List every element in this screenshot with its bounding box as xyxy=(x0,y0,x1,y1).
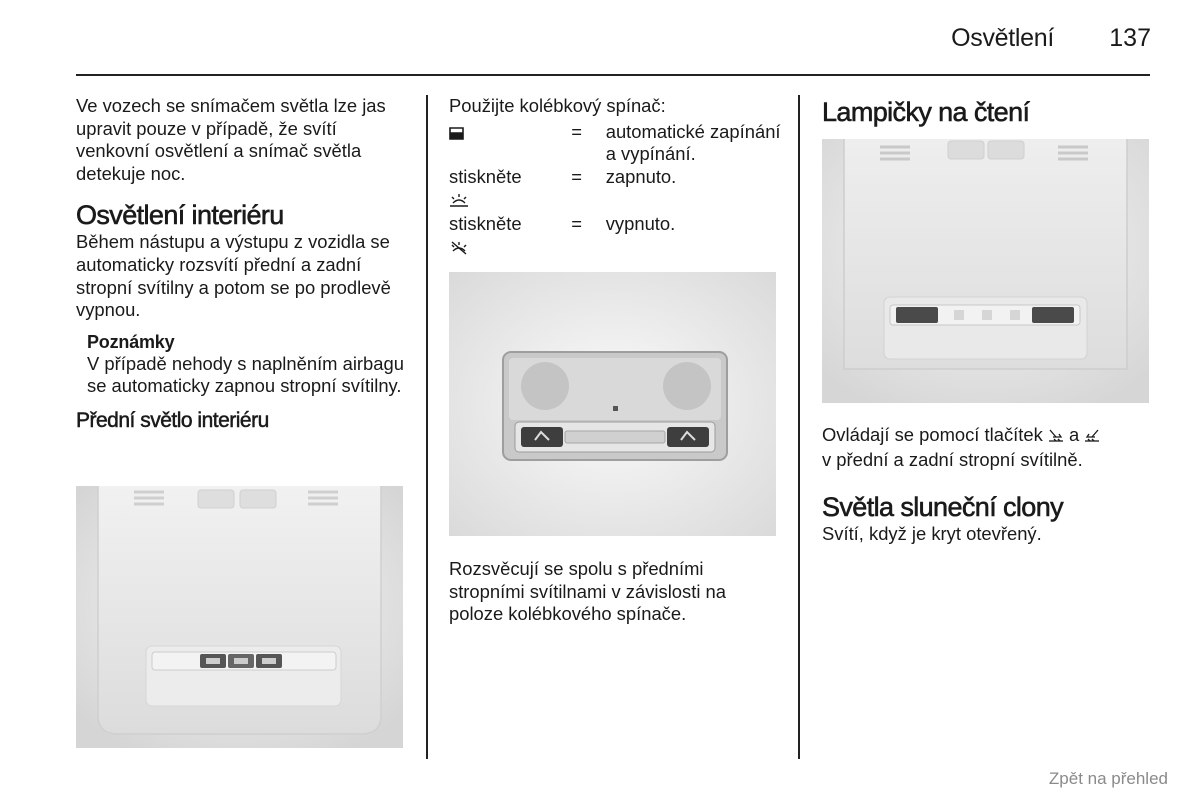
rear-ceiling-light-photo xyxy=(449,272,776,536)
rocker-row-on xyxy=(449,166,784,213)
row-value: zapnuto. xyxy=(605,165,677,187)
rocker-switch-intro: Použijte kolébkový spínač: xyxy=(449,95,666,116)
note-paragraph: V případě nehody s naplněním airbagu se automaticky zapnou stropní svítilny. xyxy=(87,352,404,397)
reading-lamps-paragraph: Ovládají se pomocí tlačítek a v přední a zadní stropní svítilně. xyxy=(822,424,1152,471)
rocker-row-off xyxy=(449,213,784,260)
note-heading: Poznámky xyxy=(87,331,175,352)
column-3 xyxy=(822,95,1152,128)
interior-paragraph: Během nástupu a výstupu z vozidla se automaticky rozsvítí přední a zadní stropní svítilny a potom se po prodlevě vypnou. xyxy=(76,231,391,321)
row-label xyxy=(449,121,533,166)
row-label: stiskněte xyxy=(449,166,533,213)
page-section-title: Osvětlení xyxy=(951,24,1054,52)
intro-paragraph: Ve vozech se snímačem světla lze jas upravit pouze v případě, že svítí venkovní osvětlení a snímač světla detekuje noc. xyxy=(76,95,386,184)
header-divider xyxy=(76,74,1150,76)
row-equals: = xyxy=(571,165,582,187)
column-divider-1 xyxy=(426,95,428,759)
front-interior-light-photo xyxy=(76,486,403,748)
heading-front-interior-light: Přední světlo interiéru xyxy=(76,408,269,432)
heading-interior-lighting: Osvětlení interiéru xyxy=(76,200,284,231)
door-contact-icon xyxy=(449,123,465,146)
row-equals: = xyxy=(571,212,582,234)
reading-lamp-left-icon xyxy=(1048,426,1064,449)
column-3-lower xyxy=(822,424,1152,546)
rear-lights-paragraph: Rozsvěcují se spolu s předními stropními svítilnami v závislosti na poloze kolébkového spínače. xyxy=(449,558,726,625)
column-1 xyxy=(76,95,406,434)
light-on-icon xyxy=(449,190,469,213)
row-value: vypnuto. xyxy=(605,212,676,234)
row-label: stiskněte xyxy=(449,213,533,260)
column-2-lower xyxy=(449,558,779,626)
reading-lamps-photo xyxy=(822,139,1149,403)
heading-sun-visor-lights: Světla sluneční clony xyxy=(822,492,1064,523)
light-off-icon xyxy=(449,238,469,261)
rocker-switch-table xyxy=(449,121,784,261)
rocker-row-auto xyxy=(449,121,784,166)
column-divider-2 xyxy=(798,95,800,759)
heading-reading-lamps: Lampičky na čtení xyxy=(822,97,1030,127)
page-number: 137 xyxy=(1109,24,1151,52)
sun-visor-paragraph: Svítí, když je kryt otevřený. xyxy=(822,523,1042,545)
row-value: automatické zapínání a vypínání. xyxy=(605,120,781,165)
row-equals: = xyxy=(571,120,582,142)
back-to-overview-link[interactable]: Zpět na přehled xyxy=(1048,769,1168,788)
reading-lamp-right-icon xyxy=(1084,426,1100,449)
note-block xyxy=(87,331,406,398)
